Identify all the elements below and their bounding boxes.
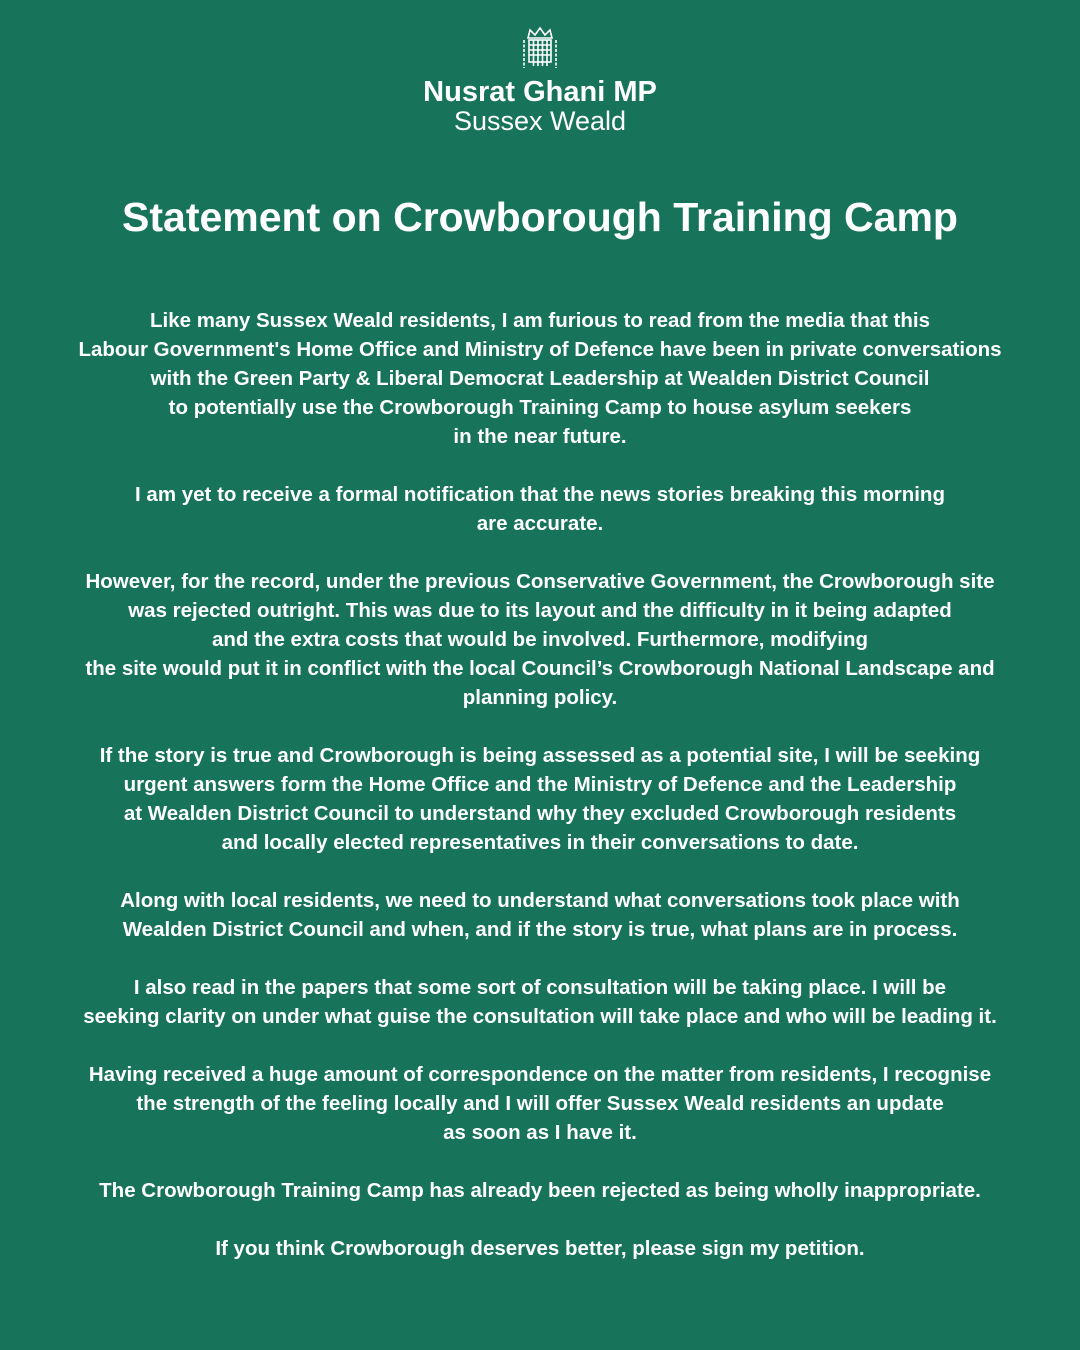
paragraph-line: I also read in the papers that some sort of consultation will be taking place. I will be [133,976,947,999]
paragraph-line: with the Green Party & Liberal Democrat Leadership at Wealden District Council [150,367,930,390]
statement-paragraph [0,567,1080,712]
paragraph-line: in the near future. [453,425,627,448]
statement-paragraph [0,480,1080,538]
statement-paragraph [0,973,1080,1031]
constituency: Sussex Weald [453,106,627,136]
paragraph-line: was rejected outright. This was due to its layout and the difficulty in it being adapted [128,599,952,622]
paragraph-line: and locally elected representatives in their conversations to date. [221,831,859,854]
statement-paragraph [0,1060,1080,1147]
statement-body [0,306,1080,1292]
paragraph-line: Along with local residents, we need to understand what conversations took place with [120,889,960,912]
paragraph-line: If the story is true and Crowborough is being assessed as a potential site, I will be seeking [99,744,981,767]
mp-name: Nusrat Ghani MP [423,76,657,108]
paragraph-line: Wealden District Council and when, and if the story is true, what plans are in process. [122,918,958,941]
portcullis-icon [518,26,562,74]
paragraph-line: The Crowborough Training Camp has already been rejected as being wholly inappropriate. [99,1179,981,1202]
statement-paragraph [0,886,1080,944]
paragraph-line: are accurate. [476,512,604,535]
paragraph-line: urgent answers form the Home Office and the Ministry of Defence and the Leadership [123,773,957,796]
paragraph-line: Having received a huge amount of correspondence on the matter from residents, I recognise [88,1063,992,1086]
statement-paragraph [0,306,1080,451]
statement-paragraph [0,741,1080,857]
statement-paragraph [0,1176,1080,1205]
paragraph-line: If you think Crowborough deserves better, please sign my petition. [215,1237,865,1260]
paragraph-line: as soon as I have it. [443,1121,637,1144]
paragraph-line: to potentially use the Crowborough Training Camp to house asylum seekers [168,396,912,419]
paragraph-line: planning policy. [462,686,618,709]
paragraph-line: However, for the record, under the previous Conservative Government, the Crowborough site [85,570,995,593]
paragraph-line: the strength of the feeling locally and I will offer Sussex Weald residents an update [136,1092,944,1115]
paragraph-line: and the extra costs that would be involved. Furthermore, modifying [211,628,869,651]
paragraph-line: at Wealden District Council to understand why they excluded Crowborough residents [123,802,957,825]
paragraph-line: the site would put it in conflict with the local Council’s Crowborough National Landscape and [85,657,995,680]
paragraph-line: Like many Sussex Weald residents, I am furious to read from the media that this [150,309,930,332]
paragraph-line: Labour Government's Home Office and Ministry of Defence have been in private conversations [78,338,1002,361]
statement-paragraph [0,1234,1080,1263]
paragraph-line: I am yet to receive a formal notification that the news stories breaking this morning [135,483,945,506]
page-title: Statement on Crowborough Training Camp [122,194,958,240]
paragraph-line: seeking clarity on under what guise the consultation will take place and who will be leading it. [83,1005,997,1028]
